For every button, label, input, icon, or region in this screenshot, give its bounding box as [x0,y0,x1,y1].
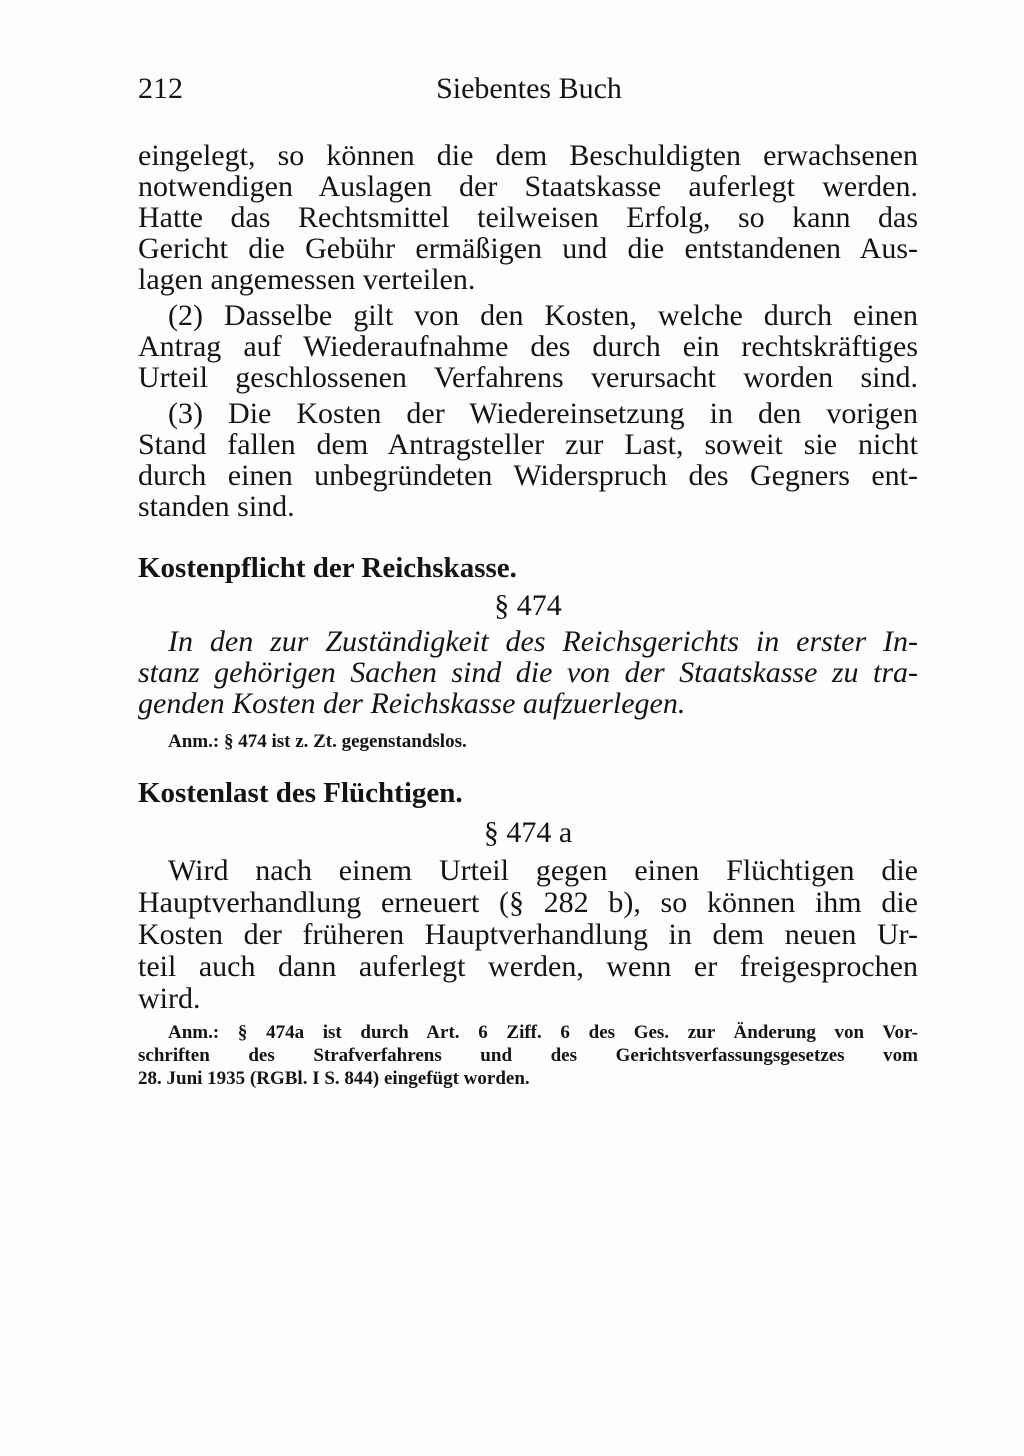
text-line: Gericht die Gebühr ermäßigen und die entstandenen Aus- [138,232,918,265]
text-line: Hauptverhandlung erneuert (§ 282 b), so können ihm die [138,886,918,919]
text-line: genden Kosten der Reichskasse aufzuerlegen. [138,687,686,720]
annotation-note-line: schriften des Strafverfahrens und des Gerichtsverfassungsgesetzes vom [138,1045,918,1066]
text-line: Kosten der früheren Hauptverhandlung in dem neuen Ur- [138,918,918,951]
text-line: In den zur Zuständigkeit des Reichsgerichts in erster In- [168,625,918,658]
text-line: eingelegt, so können die dem Beschuldigten erwachsenen [138,139,918,172]
text-line: durch einen unbegründeten Widerspruch des Gegners ent- [138,459,918,492]
text-line: (2) Dasselbe gilt von den Kosten, welche durch einen [168,299,918,332]
section-number: § 474 a [483,816,573,849]
text-line: lagen angemessen verteilen. [138,263,476,296]
running-title: Siebentes Buch [436,72,622,105]
text-line: Antrag auf Wiederaufnahme des durch ein rechtskräftiges [138,330,918,363]
text-line: stanz gehörigen Sachen sind die von der Staatskasse zu tra- [138,656,918,689]
text-line: (3) Die Kosten der Wiedereinsetzung in den vorigen [168,397,918,430]
text-line: Urteil geschlossenen Verfahrens verursacht worden sind. [138,361,918,394]
annotation-note: Anm.: § 474 ist z. Zt. gegenstandslos. [168,731,467,752]
annotation-note-line: Anm.: § 474a ist durch Art. 6 Ziff. 6 des Ges. zur Änderung von Vor- [168,1022,918,1043]
annotation-note-line: 28. Juni 1935 (RGBl. I S. 844) eingefügt worden. [138,1068,530,1089]
text-line: notwendigen Auslagen der Staatskasse auferlegt werden. [138,170,918,203]
text-line: wird. [138,982,201,1015]
text-line: Wird nach einem Urteil gegen einen Flüchtigen die [168,854,918,887]
section-heading: Kostenpflicht der Reichskasse. [138,552,517,584]
text-line: teil auch dann auferlegt werden, wenn er freigesprochen [138,950,918,983]
text-line: Stand fallen dem Antragsteller zur Last, soweit sie nicht [138,428,918,461]
section-heading: Kostenlast des Flüchtigen. [138,777,463,809]
page-header [138,72,920,112]
page-number: 212 [138,72,183,105]
text-line: standen sind. [138,490,295,523]
text-line: Hatte das Rechtsmittel teilweisen Erfolg, so kann das [138,201,918,234]
section-number: § 474 [494,589,562,622]
